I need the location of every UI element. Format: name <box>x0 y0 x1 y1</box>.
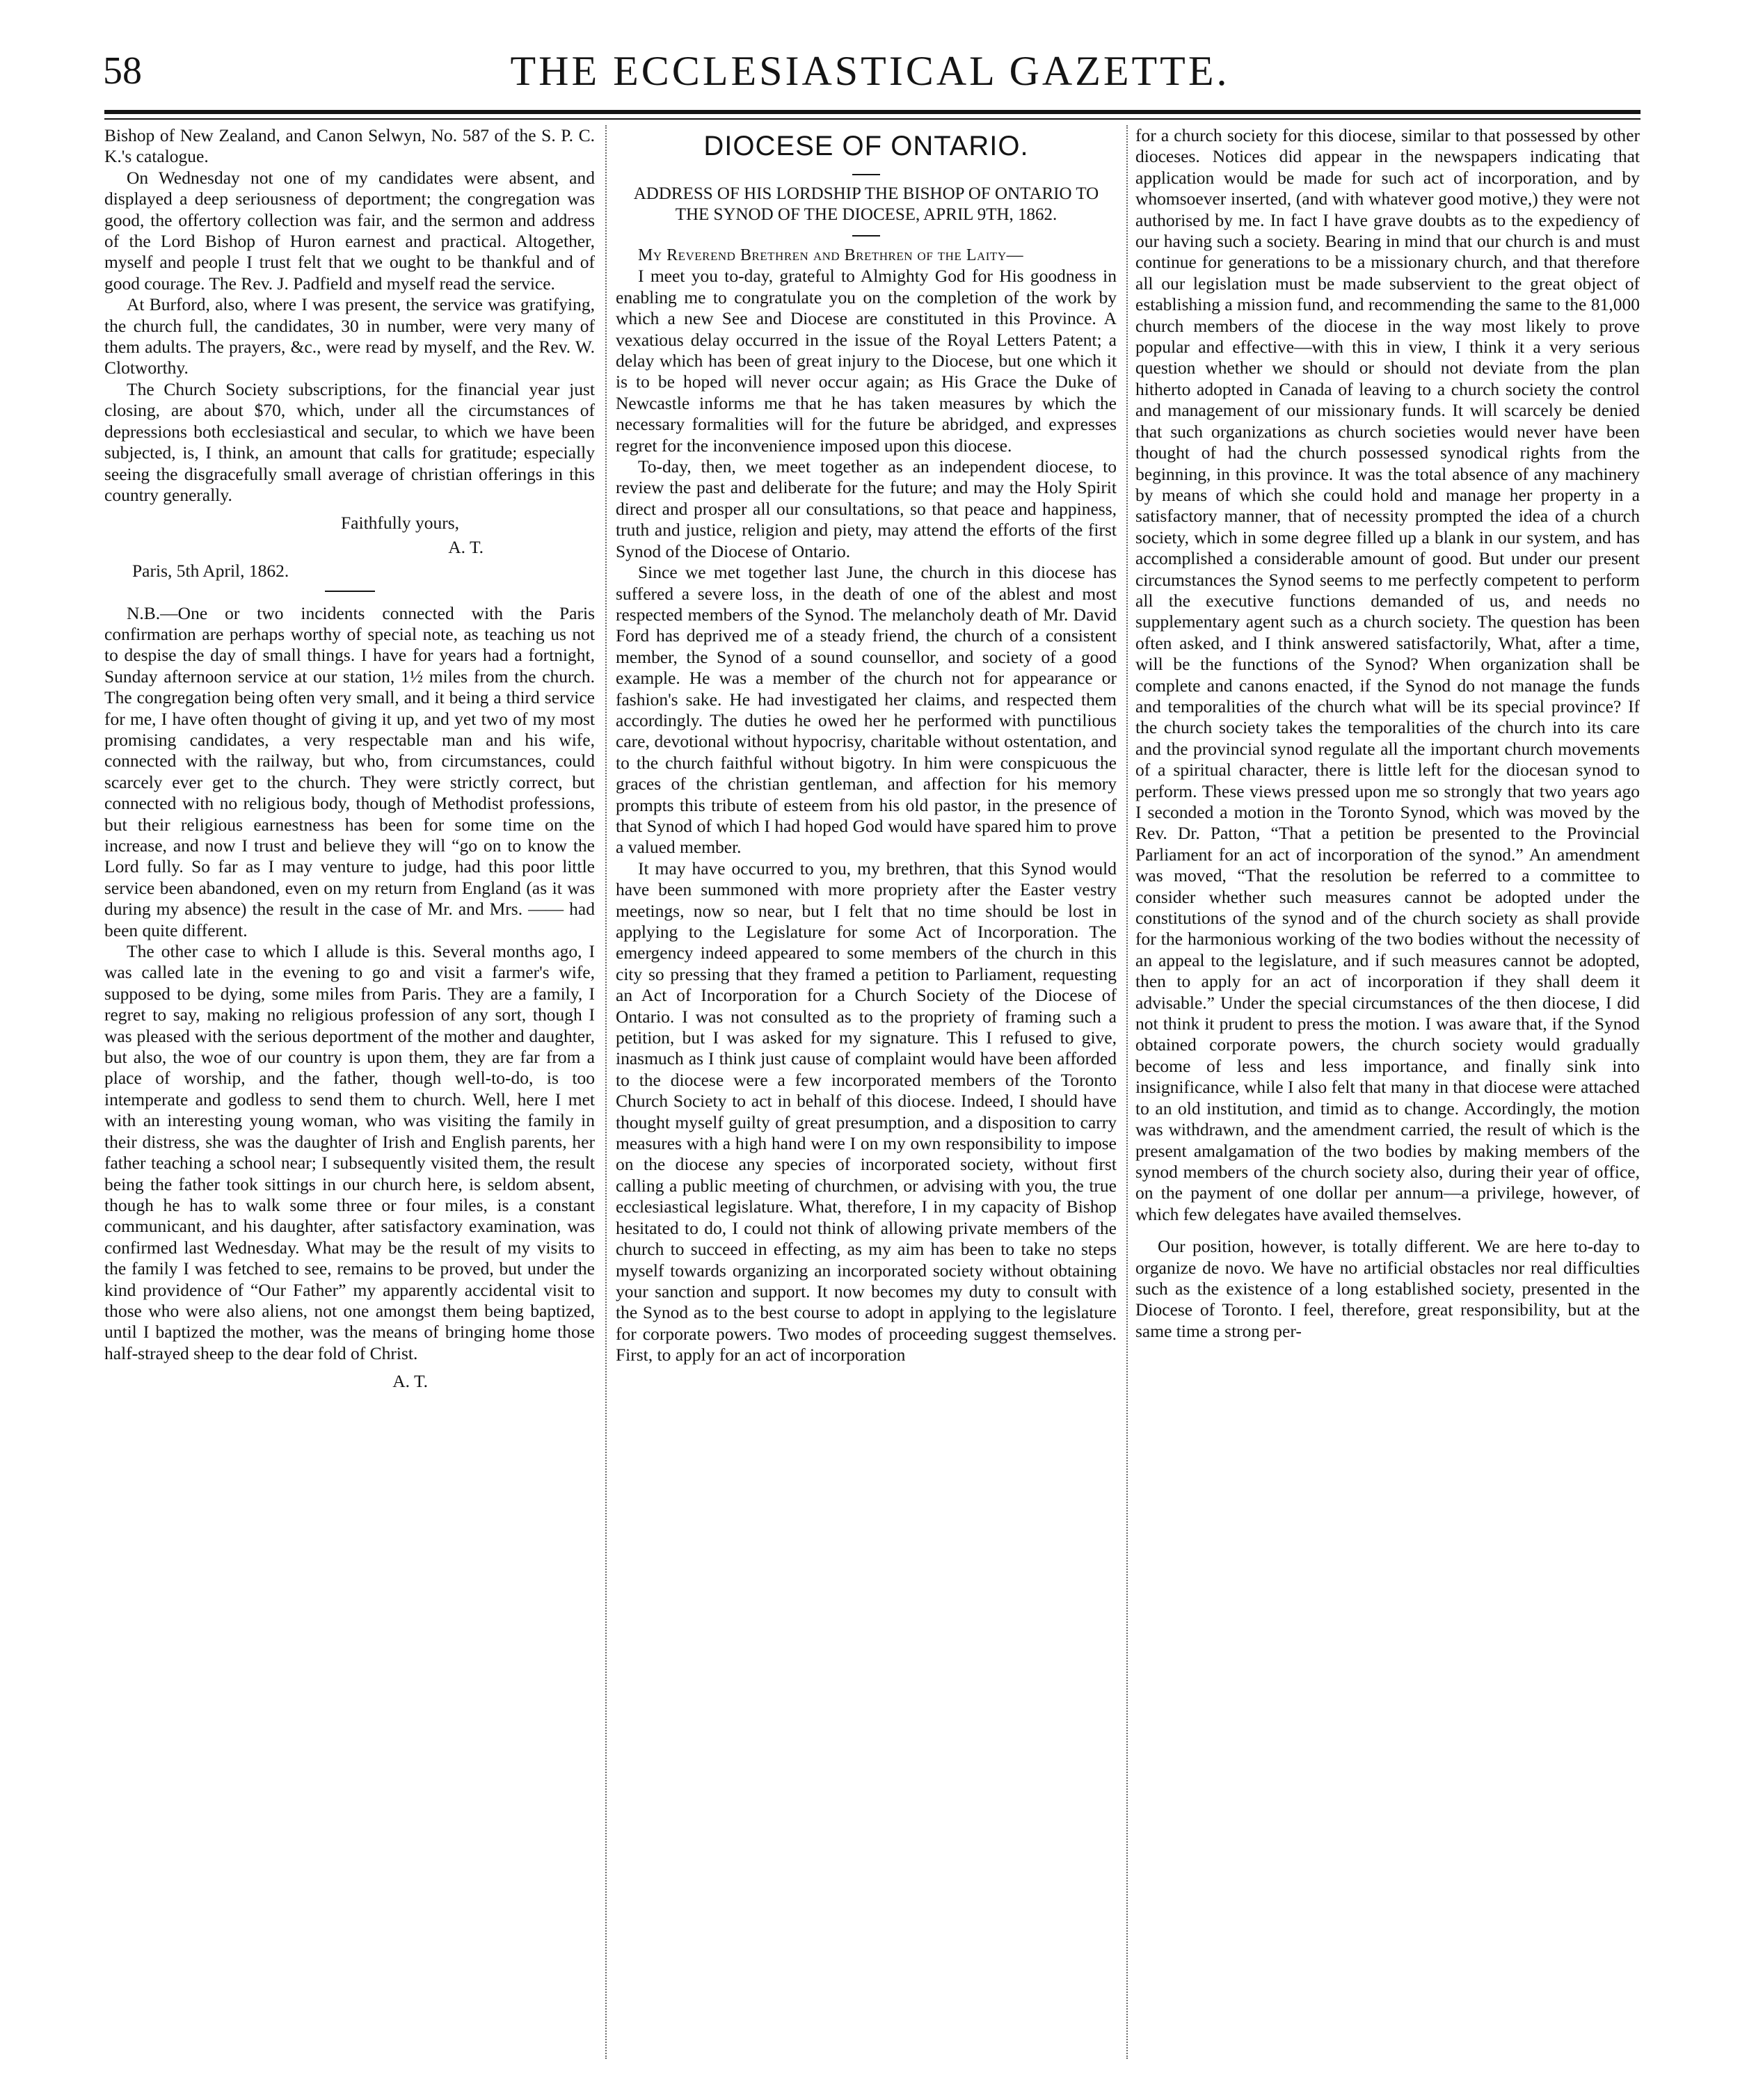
header-rule-thin <box>104 118 1641 120</box>
paragraph: N.B.—One or two incidents connected with the Paris confirmation are perhaps worthy of special note, as teaching us not to despise the day of small things. I have for years had a fortnight, Sunday afternoon service at our station, 1½ miles from the church. The congregation being often very small, and it being a third service for me, I have often thought of giving it up, and yet two of my most promising candidates, a very respectable man and his wife, connected with the railway, but who, from circumstances, could scarcely ever get to the church. They were strictly correct, but connected with no religious body, though of Methodist professions, but their religious earnestness has been for some time on the increase, and now I trust and believe they will “go on to know the Lord fully. So far as I may venture to judge, had this poor little service been abandoned, even on my return from England (as it was during my absence) the result in the case of Mr. and Mrs. —— had been quite different. <box>104 602 595 940</box>
column-right <box>1135 125 1640 2073</box>
masthead: THE ECCLESIASTICAL GAZETTE. <box>510 48 1230 94</box>
article-title: DIOCESE OF ONTARIO. <box>703 131 1029 161</box>
column-divider <box>605 125 607 2059</box>
paragraph: The Church Society subscriptions, for the financial year just closing, are about $70, which, under all the circumstances of depressions both ecclesiastical and secular, to which we have been subjected, is, I think, an amount that calls for gratitude; especially seeing the disgracefully small average of christian offerings in this country generally. <box>104 378 595 505</box>
article-subtitle: ADDRESS OF HIS LORDSHIP THE BISHOP OF ONTARIO TO THE SYNOD OF THE DIOCESE, APRIL 9TH, 1862. <box>633 184 1099 224</box>
paragraph: It may have occurred to you, my brethren, that this Synod would have been summoned with more propriety after the Easter vestry meetings, now so near, but I felt that no time should be lost in applying to the Legislature for some Act of Incorporation. The emergency indeed appeared to some members of the church in this city so pressing that they framed a petition to Parliament, requesting an Act of Incorporation for a Church Society of the Diocese of Ontario. I was not consulted as to the propriety of framing such a petition, but I was asked for my signature. This I refused to give, inasmuch as I think just cause of complaint would have been afforded to the diocese were a few incorporated members of the Toronto Church Society to act in behalf of this diocese. Indeed, I should have thought myself guilty of great presumption, and a disposition to carry measures with a high hand were I on my own responsibility to impose on the diocese any species of incorporated society, without first calling a public meeting of churchmen, or advising with you, the true ecclesiastical legislature. What, therefore, I in my capacity of Bishop hesitated to do, I could not think of allowing private members of the church to succeed in effecting, as my aim has been to take no steps myself towards organizing an incorporated society without obtaining your sanction and support. It now becomes my duty to consult with the Synod as to the best course to adopt in applying to the legislature for corporate powers. Two modes of proceeding suggest themselves. First, to apply for an act of incorporation <box>616 858 1117 1365</box>
title-rule <box>852 174 880 175</box>
page-header <box>0 43 1740 99</box>
subtitle-rule <box>852 235 880 237</box>
paragraph: At Burford, also, where I was present, the service was gratifying, the church full, the candidates, 30 in number, were very many of them adults. The prayers, &c., were read by myself, and the Rev. W. Clotworthy. <box>104 294 595 378</box>
letter-closing: Faithfully yours, <box>341 513 459 534</box>
paragraph: for a church society for this diocese, similar to that possessed by other dioceses. Notices did appear in the newspapers indicating that application would be made for such act of incorporation, and by whomsoever inserted, (and with whatever good motive,) they were not authorised by me. In fact I have grave doubts as to the expediency of our having such a society. Bearing in mind that our church is and must continue for generations to be a missionary church, and that therefore all our legislation must be made subservient to the great object of establishing a mission fund, and recommending the same to the 81,000 church members of the diocese in the way most likely to prove popular and effective—with this in view, I think it a very serious question whether we should or should not deviate from the plan hitherto adopted in Canada of leaving to a church society the control and management of our missionary funds. It will scarcely be denied that such organizations as church societies would never have been thought of had the church possessed synodical rights from the beginning, in this province. It was the total absence of any machinery by means of which she could hold and manage her property in a satisfactory manner, that of necessity prompted the idea of a church society, which in some degree filled up a blank in our system, and has accomplished a considerable amount of good. But under our present circumstances the Synod seems to me perfectly competent to perform all the executive functions demanded of us, and needs no supplementary agent such as a church society. The question has been often asked, and I think answered satisfactorily, What, after a time, will be the functions of the Synod? When organization shall be complete and canons enacted, if the Synod do not manage the funds and temporalities of the church what will be its special province? If the church society takes the temporalities of the church into its care and the provincial synod regulate all the important church movements of a spiritual character, there is little left for the diocesan synod to perform. These views pressed upon me so strongly that two years ago I seconded a motion in the Toronto Synod, which was moved by the Rev. Dr. Patton, “That a petition be presented to the Provincial Parliament for an act of incorporation of the synod.” An amendment was moved, “That the resolution be referred to a committee to consider whether such measures cannot be adopted under the constitutions of the synod and of the church society as shall provide for the harmonious working of the two bodies without the necessity of an appeal to the legislature, and if such measures cannot be adopted, then to apply for an act of incorporation if they shall deem it advisable.” Under the special circumstances of the then diocese, I did not think it prudent to press the motion. I was aware that, if the Synod obtained corporate powers, the church society would gradually become of less and less importance, and finally sink into insignificance, while I also felt that many in that diocese were attached to an old institution, and timid as to change. Accordingly, the motion was withdrawn, and the amendment carried, the result of which is the present amalgamation of the two bodies by making members of the synod members of the church society also, during their year of office, on the payment of one dollar per annum—a privilege, however, of which few delegates have availed themselves. <box>1135 125 1640 1224</box>
salutation: My Reverend Brethren and Brethren of the Laity— <box>638 246 1024 264</box>
paragraph: Since we met together last June, the church in this diocese has suffered a severe loss, in the death of one of the ablest and most respected members of the Synod. The melancholy death of Mr. David Ford has deprived me of a steady friend, the church of a consistent member, the Synod of a sound counsellor, and society of a good example. He was a member of the church not for appearance or fashion's sake. He had investigated her claims, and respected them accordingly. The duties he owed her he performed with punctilious care, devotional without hypocrisy, charitable without ostentation, and to the church faithful without bigotry. In him were conspicuous the graces of the christian gentleman, and affection for his memory prompts this tribute of esteem from his old pastor, in the presence of that Synod of which I had hoped God would have spared him to prove a valued member. <box>616 562 1117 858</box>
paragraph: The other case to which I allude is this. Several months ago, I was called late in the evening to go and visit a farmer's wife, supposed to be dying, some miles from Paris. They are a family, I regret to say, making no religious profession of any sort, though I was pleased with the serious deportment of the mother and daughter, but also, the woe of our country is upon them, they are far from a place of worship, and the father, though well-to-do, is too intemperate and godless to send them to church. Well, here I met with an interesting young woman, who was visiting the family in their distress, she was the daughter of Irish and English parents, her father teaching a school near; I subsequently visited them, the result being the father took sittings in our church here, is seldom absent, though he has to walk some three or four miles, is a constant communicant, and his daughter, after satisfactory examination, was confirmed last Wednesday. What may be the result of my visits to the family I was fetched to see, remains to be proved, but under the kind providence of “Our Father” my apparently accidental visit to those who were also aliens, not one amongst them being baptized, until I baptized the mother, was the means of bringing home those half-strayed sheep to the dear fold of Christ. <box>104 941 595 1363</box>
column-left <box>104 125 595 2073</box>
page-number: 58 <box>103 49 142 93</box>
section-rule <box>325 591 375 592</box>
note-signature: A. T. <box>392 1371 428 1392</box>
letter-place-date: Paris, 5th April, 1862. <box>132 561 289 582</box>
column-divider <box>1126 125 1128 2059</box>
header-rule-thick <box>104 110 1641 114</box>
paragraph: On Wednesday not one of my candidates were absent, and displayed a deep seriousness of deportment; the congregation was good, the offertory collection was fair, and the sermon and address of the Lord Bishop of Huron earnest and practical. Altogether, myself and people I trust felt that we ought to be thankful and of good courage. The Rev. J. Padfield and myself read the service. <box>104 167 595 294</box>
paragraph: I meet you to-day, grateful to Almighty God for His goodness in enabling me to congratulate you on the completion of the work by which a new See and Diocese are constituted in this Province. A vexatious delay occurred in the issue of the Royal Letters Patent; a delay which has been of great injury to the Diocese, but one which it is to be hoped will never occur again; as His Grace the Duke of Newcastle informs me that he has taken measures by which the necessary formalities will for the future be abridged, and expresses regret for the inconvenience imposed upon this diocese. <box>616 266 1117 456</box>
paragraph: To-day, then, we meet together as an independent diocese, to review the past and deliberate for the future; and may the Holy Spirit direct and prosper all our consultations, so that peace and happiness, truth and justice, religion and piety, may attend the efforts of the first Synod of the Diocese of Ontario. <box>616 456 1117 561</box>
paragraph: Our position, however, is totally different. We are here to-day to organize de novo. We have no artificial obstacles nor real difficulties such as the existence of a long established society, presented in the Diocese of Toronto. I feel, therefore, great responsibility, but at the same time a strong per- <box>1135 1236 1640 1341</box>
paragraph: Bishop of New Zealand, and Canon Selwyn, No. 587 of the S. P. C. K.'s catalogue. <box>104 125 595 167</box>
column-middle <box>616 125 1117 2073</box>
paragraph-gap <box>1135 1225 1640 1236</box>
letter-signature: A. T. <box>448 536 484 557</box>
